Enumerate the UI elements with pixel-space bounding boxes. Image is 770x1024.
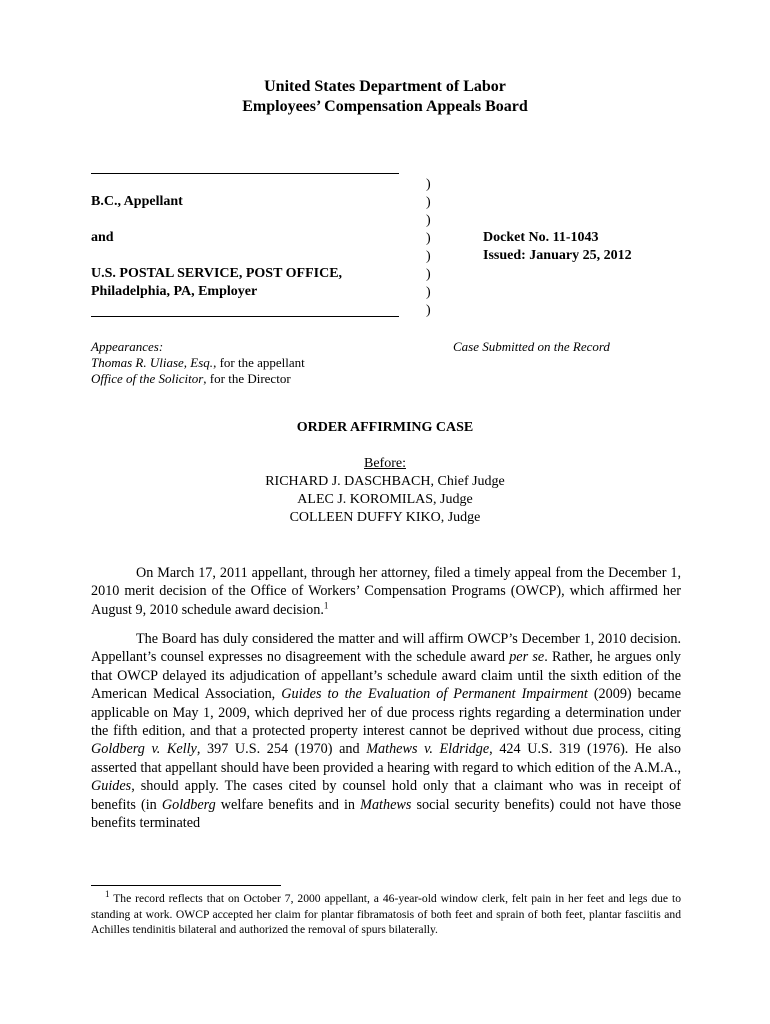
judge-1: RICHARD J. DASCHBACH, Chief Judge bbox=[265, 474, 505, 489]
case-name-mathews: Mathews bbox=[360, 796, 412, 813]
employer-line-1: U.S. POSTAL SERVICE, POST OFFICE, bbox=[91, 266, 343, 281]
appearances-label: Appearances: bbox=[91, 339, 164, 354]
caption-paren: ) bbox=[426, 195, 431, 210]
case-citation-goldberg: Goldberg v. Kelly bbox=[91, 741, 197, 758]
footnote-text: The record reflects that on October 7, 2000 appellant, a 46-year-old window clerk, felt pain in her feet and legs due to standing at work. OWCP accepted her claim for plantar fibramatosis of both feet and sprain of both feet, plantar fasciitis and Achilles tendinitis bilateral and authorized the removal of spurs bilaterally. bbox=[91, 892, 681, 936]
paragraph-2-text: The Board has duly considered the matter and will affirm OWCP’s December 1, 2010 decision. Appellant’s counsel expresses no disagreement with the schedule award bbox=[91, 631, 681, 666]
appellant-counsel-name: Thomas R. Uliase, Esq. bbox=[91, 355, 214, 370]
appearance-appellant bbox=[91, 354, 305, 371]
caption-paren: ) bbox=[426, 231, 431, 246]
caption-paren: ) bbox=[426, 177, 431, 192]
footnote-1 bbox=[91, 891, 681, 938]
order-title: ORDER AFFIRMING CASE bbox=[296, 420, 474, 435]
footnote-ref-1[interactable]: 1 bbox=[323, 600, 329, 611]
caption-and: and bbox=[91, 230, 114, 245]
paragraph-2-text: social security benefits) could not have those benefits terminated bbox=[91, 796, 681, 832]
case-citation-mathews: Mathews v. Eldridge bbox=[366, 741, 490, 758]
board-title: Employees’ Compensation Appeals Board bbox=[242, 98, 528, 115]
caption-paren: ) bbox=[426, 213, 431, 228]
caption-bottom-rule bbox=[91, 316, 399, 317]
paragraph-1 bbox=[91, 564, 681, 619]
appellant-counsel-role: , for the appellant bbox=[213, 355, 305, 370]
employer-line-2: Philadelphia, PA, Employer bbox=[91, 284, 258, 299]
paragraph-2-text: welfare benefits and in bbox=[215, 796, 361, 813]
case-submitted: Case Submitted on the Record bbox=[453, 339, 610, 354]
caption-top-rule bbox=[91, 173, 399, 174]
issued-date: Issued: January 25, 2012 bbox=[483, 248, 632, 263]
footnote-separator bbox=[91, 885, 281, 886]
paragraph-2 bbox=[91, 630, 681, 832]
caption-paren: ) bbox=[426, 285, 431, 300]
paragraph-2-text: . Rather, he argues only that OWCP delayed its adjudication of appellant’s schedule award claim until the sixth edition of the American Medical Association, bbox=[91, 649, 681, 703]
appearance-director bbox=[91, 370, 291, 387]
caption-paren: ) bbox=[426, 303, 431, 318]
footnote-number: 1 bbox=[105, 889, 110, 900]
paragraph-1-text: On March 17, 2011 appellant, through her attorney, filed a timely appeal from the December 1, 2010 merit decision of the Office of Workers’ Compensation Programs (OWCP), which affirmed her August 9, 2010 schedule award decision. bbox=[91, 565, 681, 618]
director-counsel-name: Office of the Solicitor bbox=[91, 371, 204, 386]
docket-number: Docket No. 11-1043 bbox=[483, 230, 599, 245]
before-text: Before: bbox=[364, 456, 406, 471]
paragraph-2-text: (2009) became applicable on May 1, 2009, which deprived her of due process rights regarding a determination under the fifth edition, and that a protected property interest cannot be deprived without due process, citing bbox=[91, 686, 681, 740]
judge-2: ALEC J. KOROMILAS, Judge bbox=[297, 492, 473, 507]
guides-title: Guides to the Evaluation of Permanent Impairment bbox=[281, 686, 588, 703]
appellant-name: B.C., Appellant bbox=[91, 194, 183, 209]
director-counsel-role: , for the Director bbox=[203, 371, 291, 386]
paragraph-2-text: , 424 U.S. 319 (1976). He also asserted that appellant should have been provided a hearing with regard to which edition of the A.M.A., bbox=[91, 741, 682, 776]
before-label bbox=[0, 456, 770, 472]
caption-paren: ) bbox=[426, 267, 431, 282]
agency-title: United States Department of Labor bbox=[264, 78, 506, 95]
case-name-goldberg: Goldberg bbox=[161, 796, 216, 813]
caption-paren: ) bbox=[426, 249, 431, 264]
per-se: per se bbox=[509, 649, 545, 666]
paragraph-2-text: , should apply. The cases cited by counsel hold only that a claimant who was in receipt of benefits (in bbox=[91, 778, 681, 813]
judge-3: COLLEEN DUFFY KIKO, Judge bbox=[289, 510, 481, 525]
guides-short: Guides bbox=[91, 778, 132, 795]
paragraph-2-text: , 397 U.S. 254 (1970) and bbox=[196, 741, 367, 758]
